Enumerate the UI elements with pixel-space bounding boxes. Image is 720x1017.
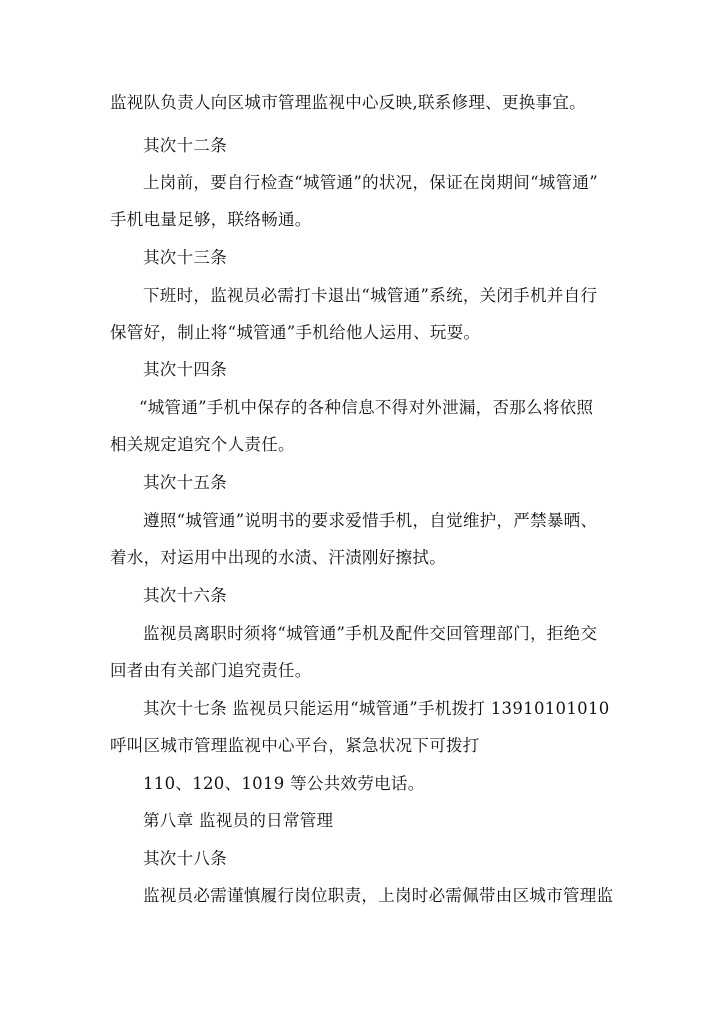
article-16-text-line-1: 监视员离职时须将“城管通”手机及配件交回管理部门，拒绝交 [143,624,598,643]
article-heading-14: 其次十四条 [143,360,227,379]
article-heading-12: 其次十二条 [143,136,227,155]
article-17-text-line-1: 其次十七条 监视员只能运用“城管通”手机拨打 13910101010 [143,699,610,718]
article-14-text-line-1: “城管通”手机中保存的各种信息不得对外泄漏，否那么将依照 [139,398,594,417]
article-heading-16: 其次十六条 [143,586,227,605]
article-heading-13: 其次十三条 [143,248,227,267]
article-17-text-line-3: 110、120、1019 等公共效劳电话。 [143,774,425,793]
article-16-text-line-2: 回者由有关部门追究责任。 [110,661,312,680]
chapter-heading-8: 第八章 监视员的日常管理 [143,811,334,830]
article-14-text-line-2: 相关规定追究个人责任。 [110,435,295,454]
article-15-text-line-2: 着水，对运用中出现的水渍、汗渍刚好擦拭。 [110,548,446,567]
article-heading-18: 其次十八条 [143,849,227,868]
article-13-text-line-1: 下班时，监视员必需打卡退出“城管通”系统，关闭手机并自行 [143,286,598,305]
article-15-text-line-1: 遵照“城管通”说明书的要求爱惜手机，自觉维护，严禁暴晒、 [143,511,598,530]
article-13-text-line-2: 保管好，制止将“城管通”手机给他人运用、玩耍。 [110,323,481,342]
article-12-text-line-1: 上岗前，要自行检查“城管通”的状况，保证在岗期间“城管通” [143,173,598,192]
article-17-text-line-2: 呼叫区城市管理监视中心平台，紧急状况下可拨打 [110,736,480,755]
text-line-continuation: 监视队负责人向区城市管理监视中心反映,联系修理、更换事宜。 [110,93,586,112]
article-heading-15: 其次十五条 [143,473,227,492]
article-18-text-line-1: 监视员必需谨慎履行岗位职责，上岗时必需佩带由区城市管理监 [143,886,614,905]
article-12-text-line-2: 手机电量足够，联络畅通。 [110,210,312,229]
